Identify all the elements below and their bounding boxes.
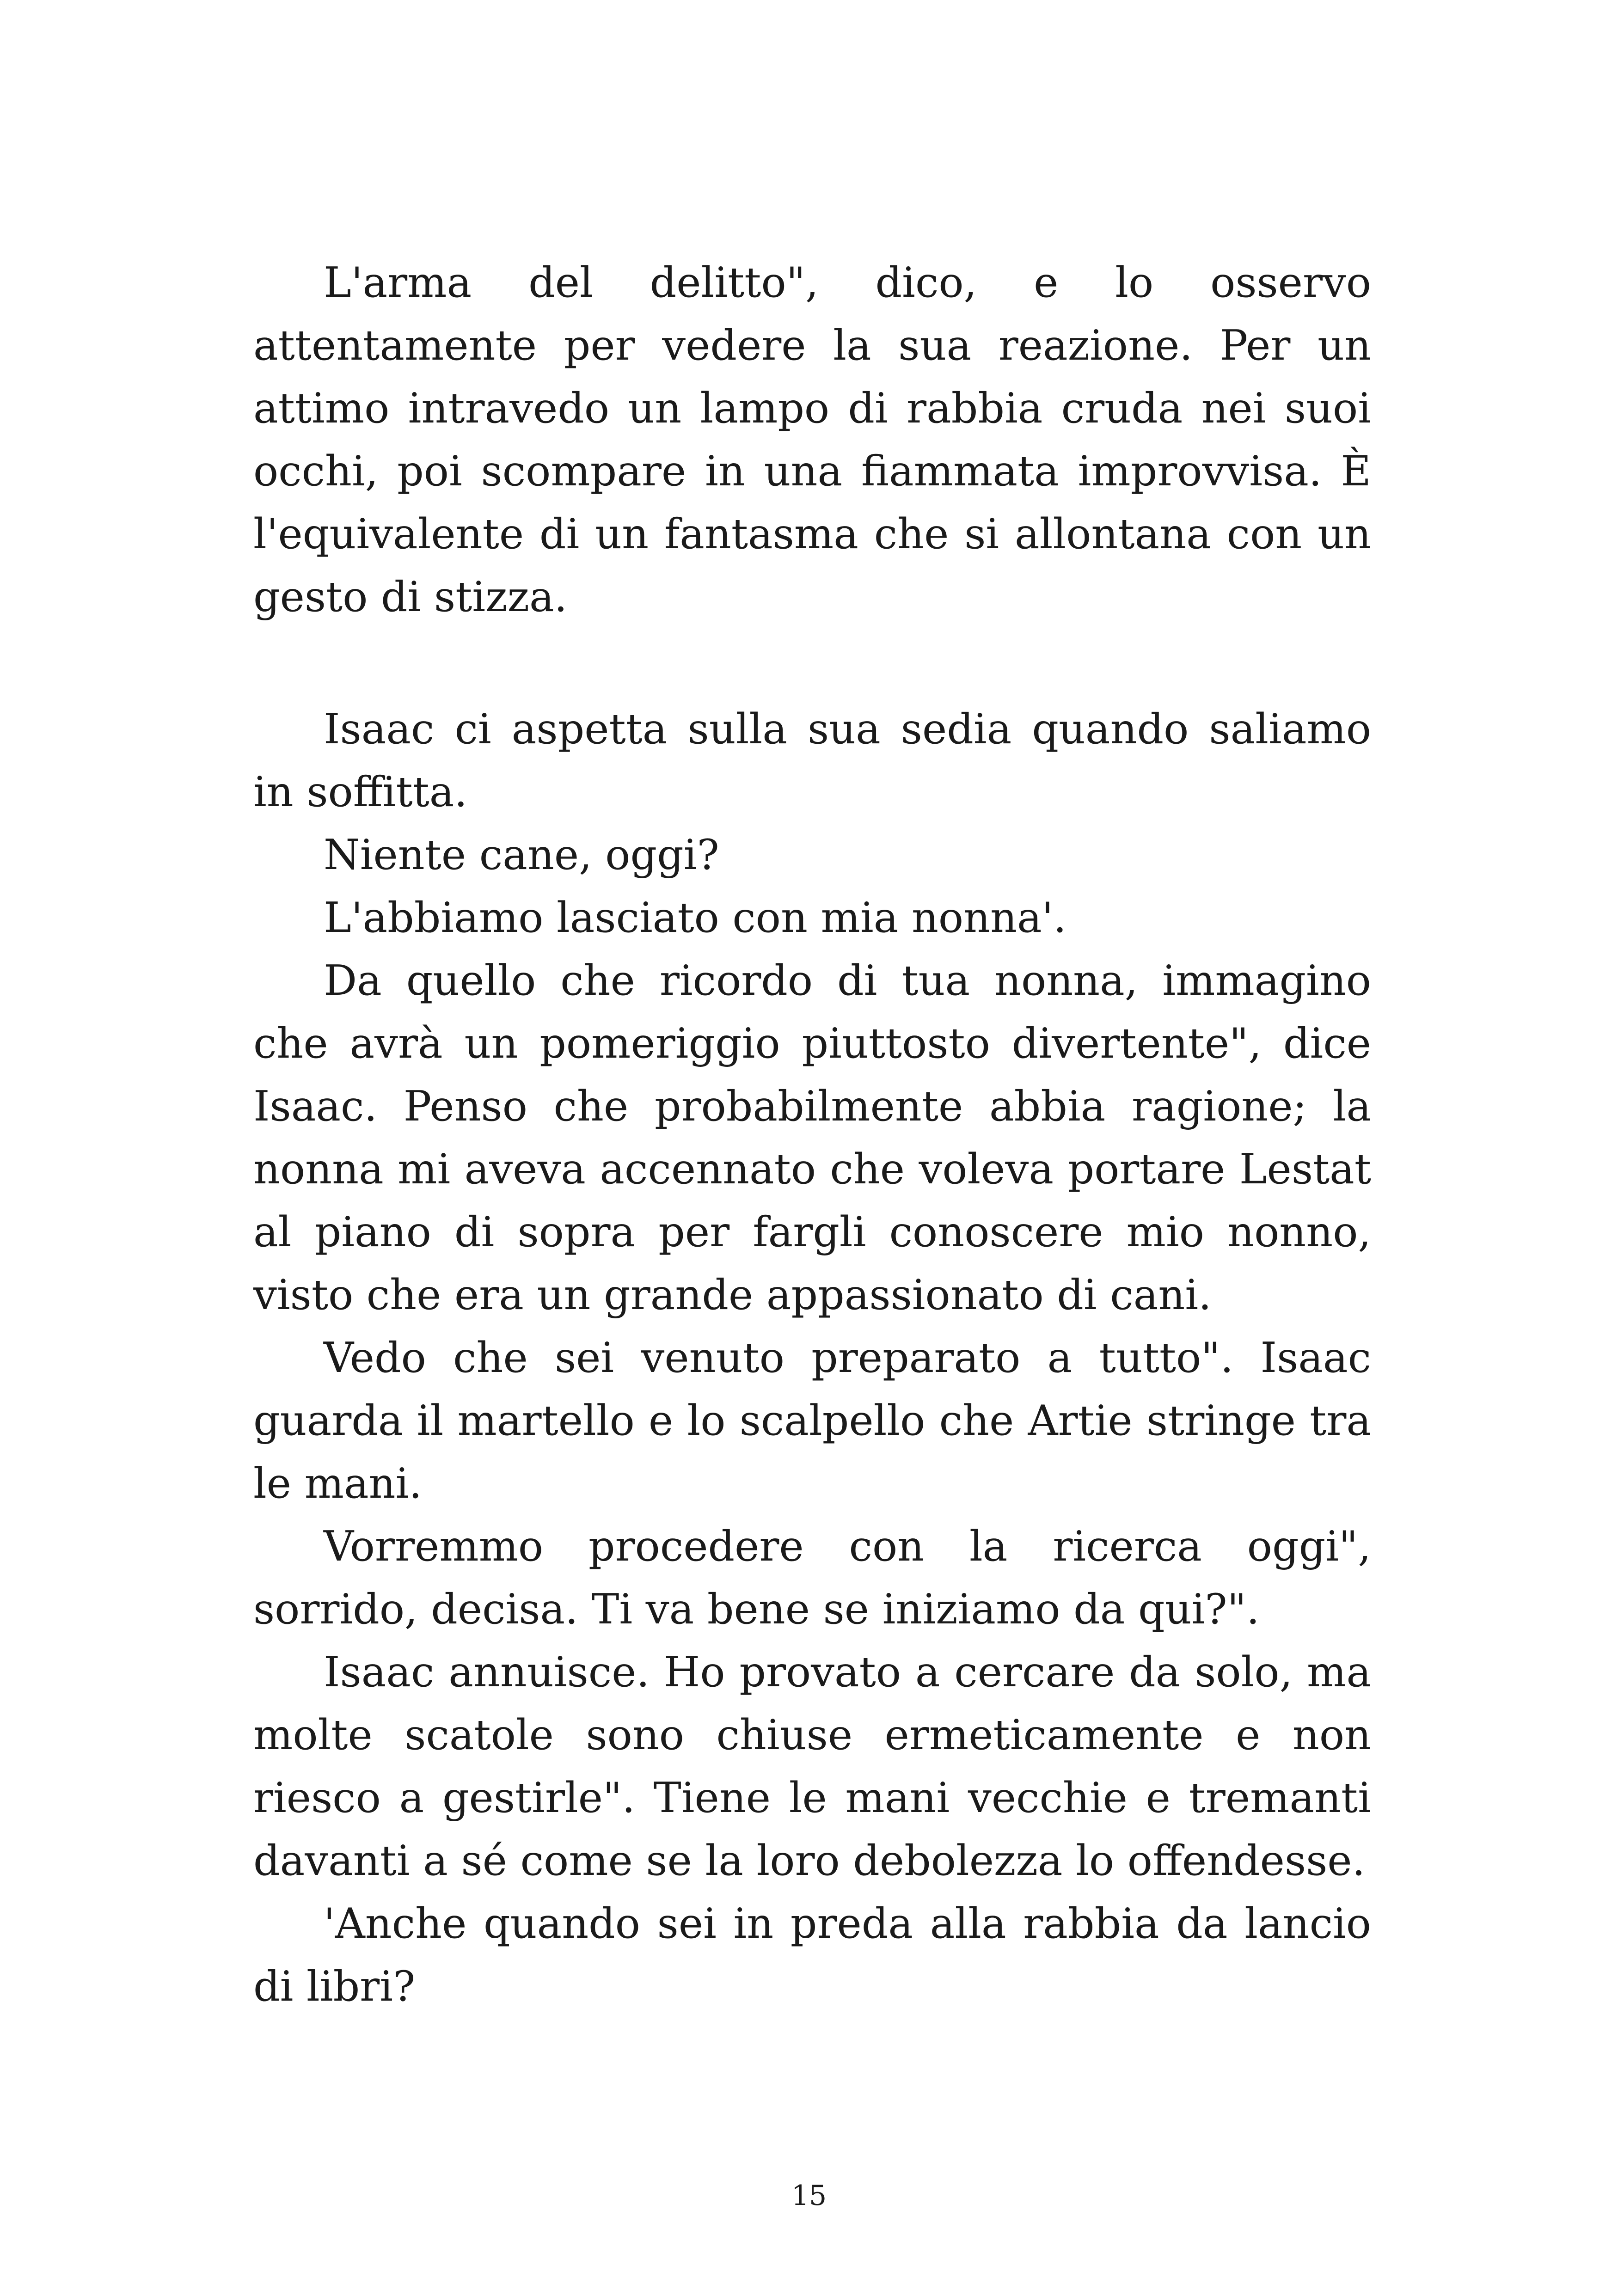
text-section-2 bbox=[253, 698, 1371, 2018]
paragraph: Vedo che sei venuto preparato a tutto". Isaac guarda il martello e lo scalpello che Artie stringe tra le mani. bbox=[253, 1334, 1371, 1508]
paragraph: Da quello che ricordo di tua nonna, immagino che avrà un pomeriggio piuttosto divertente", dice Isaac. Penso che probabilmente abbia ragione; la nonna mi aveva accennato che voleva portare Lestat al piano di sopra per fargli conoscere mio nonno, visto che era un grande appassionato di cani. bbox=[253, 956, 1371, 1319]
paragraph: Isaac ci aspetta sulla sua sedia quando saliamo in soffitta. bbox=[253, 705, 1371, 816]
paragraph: L'arma del delitto", dico, e lo osservo attentamente per vedere la sua reazione. Per un attimo intravedo un lampo di rabbia cruda nei suoi occhi, poi scompare in una fiammata improvvisa. È l'equivalente di un fantasma che si allontana con un gesto di stizza. bbox=[253, 258, 1371, 621]
paragraph: 'Anche quando sei in preda alla rabbia da lancio di libri? bbox=[253, 1899, 1371, 2011]
paragraph: Isaac annuisce. Ho provato a cercare da solo, ma molte scatole sono chiuse ermeticamente e non riesco a gestirle". Tiene le mani vecchie e tremanti davanti a sé come se la loro debolezza lo offendesse. bbox=[253, 1648, 1371, 1885]
paragraph: L'abbiamo lasciato con mia nonna'. bbox=[324, 894, 1067, 942]
text-section-1 bbox=[253, 251, 1371, 629]
paragraph: Vorremmo procedere con la ricerca oggi", sorrido, decisa. Ti va bene se iniziamo da qui?". bbox=[253, 1522, 1371, 1634]
paragraph: Niente cane, oggi? bbox=[324, 831, 719, 879]
page-number: 15 bbox=[791, 2180, 827, 2212]
